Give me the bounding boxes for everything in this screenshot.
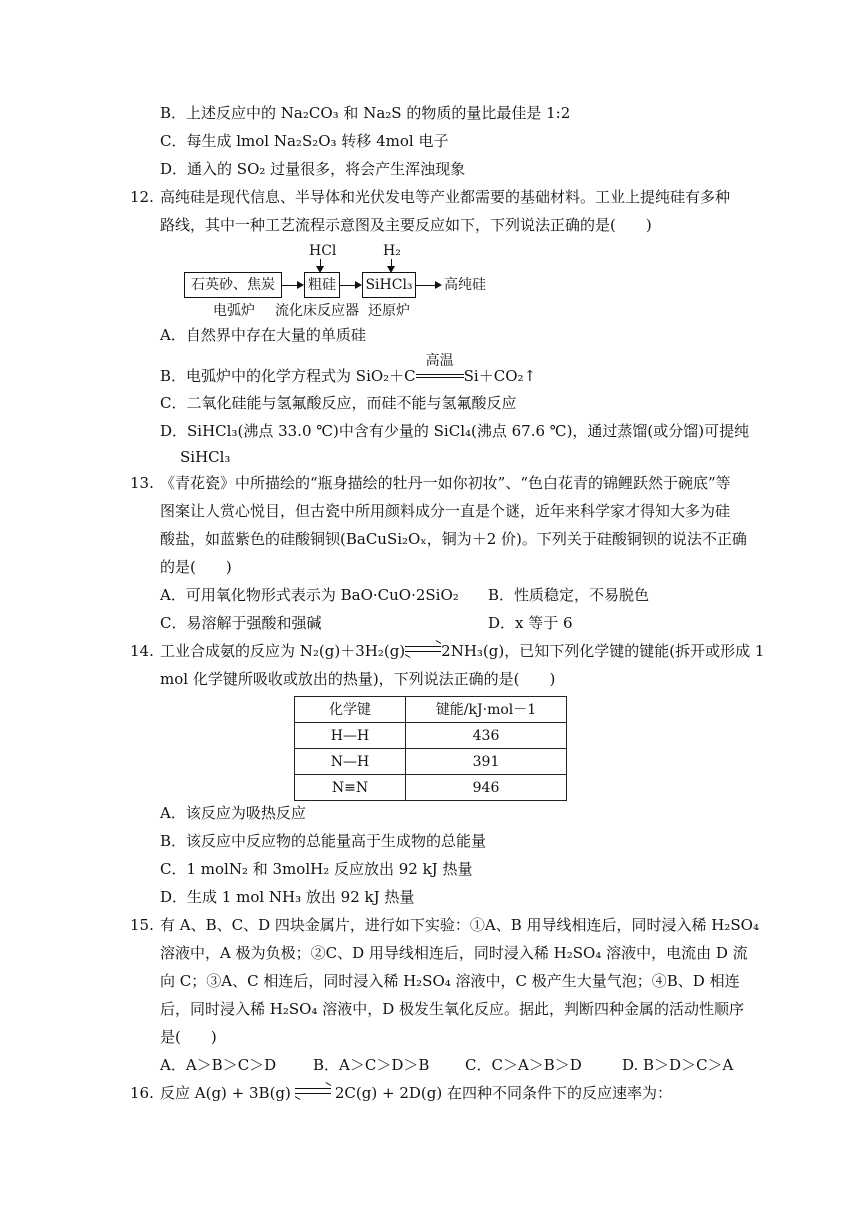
q14-stem-line-2: mol 化学键所吸收或放出的热量)，下列说法正确的是( ) <box>160 670 556 688</box>
q14-option-b: B．该反应中反应物的总能量高于生成物的总能量 <box>160 832 487 850</box>
q14-option-a: A．该反应为吸热反应 <box>160 804 306 822</box>
q14-option-d: D．生成 1 mol NH₃ 放出 92 kJ 热量 <box>160 888 415 906</box>
q14-reactants: 工业合成氨的反应为 N₂(g)＋3H₂(g) <box>160 642 406 660</box>
q13-stem-line-1: 《青花瓷》中所描绘的“瓶身描绘的牡丹一如你初妆”、“色白花青的锦鲤跃然于碗底”等 <box>160 474 731 492</box>
q12-option-d-line-1: D．SiHCl₃(沸点 33.0 ℃)中含有少量的 SiCl₄(沸点 67.6 ℃)，通过蒸馏(或分馏)可提纯 <box>160 422 750 440</box>
q15-stem-line-2: 溶液中，A 极为负极；②C、D 用导线相连后，同时浸入稀 H₂SO₄ 溶液中，电流由 D 流 <box>160 944 748 962</box>
flow-arrow-1-head <box>297 281 304 289</box>
q15-number: 15. <box>130 916 154 934</box>
q15-stem-line-5: 是( ) <box>160 1028 217 1046</box>
flow-label-reduction-furnace: 还原炉 <box>368 303 410 319</box>
reagent-h2: H₂ <box>383 243 401 259</box>
table-row <box>295 749 567 775</box>
flow-arrow-2-head <box>355 281 362 289</box>
table-cell-energy: 946 <box>406 775 567 801</box>
reagent-hcl: HCl <box>309 243 337 259</box>
table-cell-bond: H—H <box>295 723 406 749</box>
q14-products-and-text: 2NH₃(g)，已知下列化学键的键能(拆开或形成 1 <box>441 642 765 660</box>
flow-box-raw-materials: 石英砂、焦炭 <box>184 272 282 298</box>
q16-number: 16. <box>130 1084 154 1102</box>
q12-option-d-line-2: SiHCl₃ <box>180 448 231 466</box>
q12-option-c: C．二氧化硅能与氢氟酸反应，而硅不能与氢氟酸反应 <box>160 394 517 412</box>
table-row <box>295 723 567 749</box>
q13-option-b: B．性质稳定，不易脱色 <box>488 586 650 604</box>
table-cell-energy: 436 <box>406 723 567 749</box>
q12-option-b-rhs: Si＋CO₂↑ <box>463 367 537 385</box>
q15-option-b: B．A＞C＞D＞B <box>313 1056 430 1074</box>
q12-number: 12. <box>130 188 154 206</box>
q12-option-b <box>160 353 537 385</box>
reaction-condition-label: 高温 <box>425 353 454 369</box>
table-cell-bond: N—H <box>295 749 406 775</box>
flow-box-sihcl3: SiHCl₃ <box>362 272 416 298</box>
q11-option-d: D．通入的 SO₂ 过量很多，将会产生浑浊现象 <box>160 160 466 178</box>
q13-option-a: A．可用氧化物形式表示为 BaO·CuO·2SiO₂ <box>160 586 459 604</box>
q15-option-a: A．A＞B＞C＞D <box>160 1056 277 1074</box>
q13-number: 13. <box>130 474 154 492</box>
q13-option-c: C．易溶解于强酸和强碱 <box>160 614 322 632</box>
q13-stem-line-3: 酸盐，如蓝紫色的硅酸铜钡(BaCuSi₂Oₓ，铜为＋2 价)。下列关于硅酸铜钡的说法不正确 <box>160 530 747 548</box>
table-cell-bond: N≡N <box>295 775 406 801</box>
q11-option-c: C．每生成 lmol Na₂S₂O₃ 转移 4mol 电子 <box>160 132 449 150</box>
q14-number: 14. <box>130 642 154 660</box>
q12-stem-line-2: 路线，其中一种工艺流程示意图及主要反应如下，下列说法正确的是( ) <box>160 216 652 234</box>
q12-option-b-lhs: B．电弧炉中的化学方程式为 SiO₂＋C <box>160 367 416 385</box>
bond-energy-table <box>294 696 567 801</box>
table-row <box>295 775 567 801</box>
q14-stem-line-1 <box>160 644 764 659</box>
q12-option-a: A．自然界中存在大量的单质硅 <box>160 326 366 344</box>
q16-stem <box>160 1086 672 1101</box>
flow-box-crude-silicon: 粗硅 <box>304 272 340 298</box>
q16-reactants: 反应 A(g) + 3B(g) <box>160 1084 291 1102</box>
flow-label-arc-furnace: 电弧炉 <box>213 303 255 319</box>
q15-stem-line-4: 后，同时浸入稀 H₂SO₄ 溶液中，D 极发生氧化反应。据此，判断四种金属的活动性顺序 <box>160 1000 745 1018</box>
equilibrium-arrow-icon <box>295 1086 331 1096</box>
flow-arrow-3-head <box>435 281 442 289</box>
table-cell-energy: 391 <box>406 749 567 775</box>
q16-products-and-text: 2C(g) + 2D(g) 在四种不同条件下的反应速率为： <box>334 1084 672 1102</box>
q15-option-c: C．C＞A＞B＞D <box>465 1056 582 1074</box>
flow-label-fluidized-bed: 流化床反应器 <box>275 303 359 319</box>
q14-option-c: C．1 molN₂ 和 3molH₂ 反应放出 92 kJ 热量 <box>160 860 473 878</box>
table-header-row <box>295 697 567 723</box>
q15-stem-line-1: 有 A、B、C、D 四块金属片，进行如下实验：①A、B 用导线相连后，同时浸入稀 H₂SO₄ <box>160 916 759 934</box>
reaction-condition-arrow <box>416 353 464 382</box>
equilibrium-arrow-icon <box>405 644 441 654</box>
q15-stem-line-3: 向 C；③A、C 相连后，同时浸入稀 H₂SO₄ 溶液中，C 极产生大量气泡；④B、D 相连 <box>160 972 740 990</box>
q11-option-b: B．上述反应中的 Na₂CO₃ 和 Na₂S 的物质的量比最佳是 1:2 <box>160 104 571 122</box>
q13-option-d: D．x 等于 6 <box>488 614 573 632</box>
table-header-bond: 化学键 <box>295 697 406 723</box>
flow-arrow-3 <box>416 285 436 286</box>
table-header-energy: 键能/kJ·mol－1 <box>406 697 567 723</box>
q13-stem-line-4: 的是( ) <box>160 558 232 576</box>
flow-arrow-2 <box>340 285 356 286</box>
q15-option-d: D. B＞D＞C＞A <box>622 1056 734 1074</box>
q13-stem-line-2: 图案让人赏心悦目，但古瓷中所用颜料成分一直是个谜，近年来科学家才得知大多为硅 <box>160 502 731 520</box>
flow-product: 高纯硅 <box>444 277 486 293</box>
q12-stem-line-1: 高纯硅是现代信息、半导体和光伏发电等产业都需要的基础材料。工业上提纯硅有多种 <box>160 188 731 206</box>
